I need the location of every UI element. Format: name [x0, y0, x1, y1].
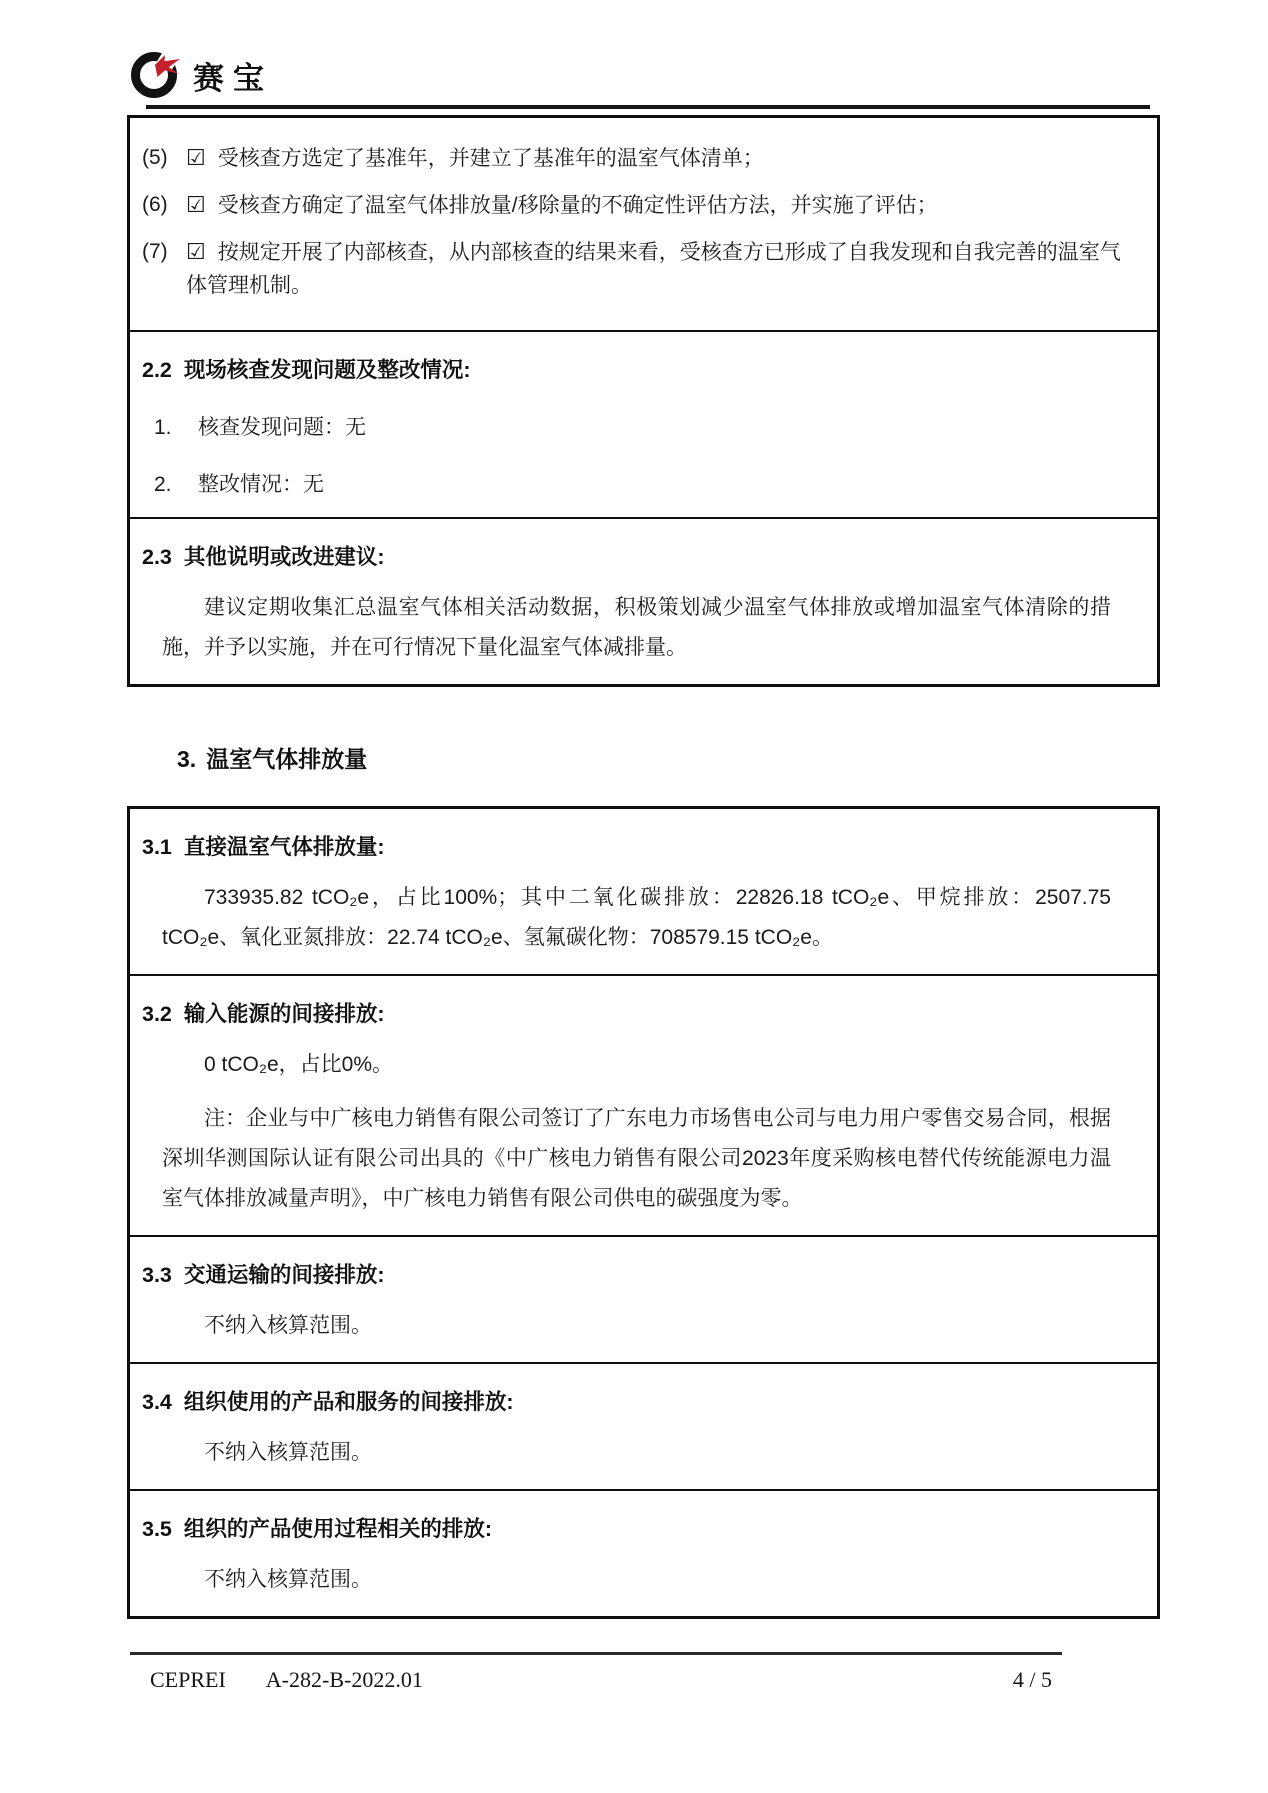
checked-checkbox-icon: ☑ — [186, 145, 206, 170]
section-number: 3.1 — [142, 835, 172, 859]
section-title-text: 其他说明或改进建议: — [183, 545, 385, 569]
section-title-text: 直接温室气体排放量: — [183, 835, 385, 859]
section-3-3 — [130, 1235, 1157, 1362]
checklist-section — [130, 118, 1157, 330]
cepri-logo-icon — [131, 52, 177, 98]
header-rule — [146, 105, 1150, 109]
section-3-5-paragraph: 不纳入核算范围。 — [204, 1568, 372, 1591]
section-3-2-paragraph-1: 0 tCO₂e，占比0%。 — [204, 1053, 394, 1076]
item-text: 受核查方选定了基准年，并建立了基准年的温室气体清单； — [217, 147, 764, 170]
section-number: 3.5 — [142, 1517, 172, 1541]
item-number: 1. — [154, 416, 172, 439]
section-3-3-paragraph: 不纳入核算范围。 — [204, 1314, 372, 1337]
chapter-number: 3. — [177, 746, 197, 772]
item-number: (6) — [142, 193, 168, 216]
item-text: 受核查方确定了温室气体排放量/移除量的不确定性评估方法，并实施了评估； — [217, 194, 938, 217]
finding-item-2 — [142, 468, 1135, 501]
section-title-text: 交通运输的间接排放: — [183, 1263, 385, 1287]
section-number: 3.3 — [142, 1263, 172, 1287]
section-title-text: 组织的产品使用过程相关的排放: — [183, 1517, 493, 1541]
item-body — [186, 235, 1135, 302]
item-number: (7) — [142, 240, 168, 263]
page-header — [0, 0, 1268, 109]
footer-page-number: 4 / 5 — [1012, 1667, 1052, 1692]
section-number: 2.3 — [142, 545, 172, 569]
checked-checkbox-icon: ☑ — [186, 239, 206, 264]
checked-checkbox-icon: ☑ — [186, 192, 206, 217]
emissions-box — [127, 806, 1160, 1619]
logo-text: 赛宝 — [193, 60, 273, 96]
finding-item-1 — [142, 411, 1135, 444]
section-3-5 — [130, 1489, 1157, 1616]
item-text: 按规定开展了内部核查，从内部核查的结果来看，受核查方已形成了自我发现和自我完善的温室气体管理机制。 — [186, 241, 1121, 297]
section-2-3-paragraph: 建议定期收集汇总温室气体相关活动数据，积极策划减少温室气体排放或增加温室气体清除的措施，并予以实施，并在可行情况下量化温室气体减排量。 — [162, 596, 1111, 659]
section-2-2-title — [142, 354, 1135, 387]
section-number: 2.2 — [142, 358, 172, 382]
chapter-3-heading — [177, 743, 1268, 776]
item-text: 整改情况：无 — [198, 473, 324, 496]
section-title-text: 输入能源的间接排放: — [183, 1002, 385, 1026]
section-number: 3.2 — [142, 1002, 172, 1026]
section-3-1 — [130, 809, 1157, 974]
section-3-1-paragraph: 733935.82 tCO₂e，占比100%；其中二氧化碳排放：22826.18 tCO₂e、甲烷排放：2507.75 tCO₂e、氧化亚氮排放：22.74 tCO₂e、氢氟碳化物：708579.15 tCO₂e。 — [162, 886, 1111, 949]
verification-findings-box — [127, 115, 1160, 687]
footer-org: CEPREI — [150, 1667, 226, 1692]
item-body — [186, 188, 1135, 222]
section-3-2-paragraph-2: 注：企业与中广核电力销售有限公司签订了广东电力市场售电公司与电力用户零售交易合同，根据深圳华测国际认证有限公司出具的《中广核电力销售有限公司2023年度采购核电替代传统能源电力温室气体排放减量声明》，中广核电力销售有限公司供电的碳强度为零。 — [162, 1107, 1111, 1210]
section-2-3-title — [142, 541, 1135, 574]
section-2-3 — [130, 517, 1157, 684]
footer-rule — [130, 1652, 1062, 1655]
checklist-item-7 — [142, 235, 1135, 302]
item-number: 2. — [154, 473, 172, 496]
section-3-3-title — [142, 1259, 1135, 1292]
item-text: 核查发现问题：无 — [198, 416, 366, 439]
section-3-2-title — [142, 998, 1135, 1031]
section-2-2 — [130, 330, 1157, 517]
section-3-1-title — [142, 831, 1135, 864]
checklist-item-5 — [142, 141, 1135, 175]
section-3-5-title — [142, 1513, 1135, 1546]
item-number: (5) — [142, 146, 168, 169]
section-3-2 — [130, 974, 1157, 1235]
section-title-text: 组织使用的产品和服务的间接排放: — [183, 1390, 514, 1414]
cepri-logo — [131, 50, 1268, 100]
section-3-4 — [130, 1362, 1157, 1489]
checklist-item-6 — [142, 188, 1135, 222]
section-number: 3.4 — [142, 1390, 172, 1414]
section-3-4-title — [142, 1386, 1135, 1419]
chapter-title-text: 温室气体排放量 — [206, 746, 368, 772]
section-title-text: 现场核查发现问题及整改情况: — [183, 358, 471, 382]
footer-row — [130, 1667, 1062, 1693]
section-3-4-paragraph: 不纳入核算范围。 — [204, 1441, 372, 1464]
footer-doc-code: A-282-B-2022.01 — [265, 1667, 423, 1692]
item-body — [186, 141, 1135, 175]
page-footer — [130, 1652, 1062, 1693]
